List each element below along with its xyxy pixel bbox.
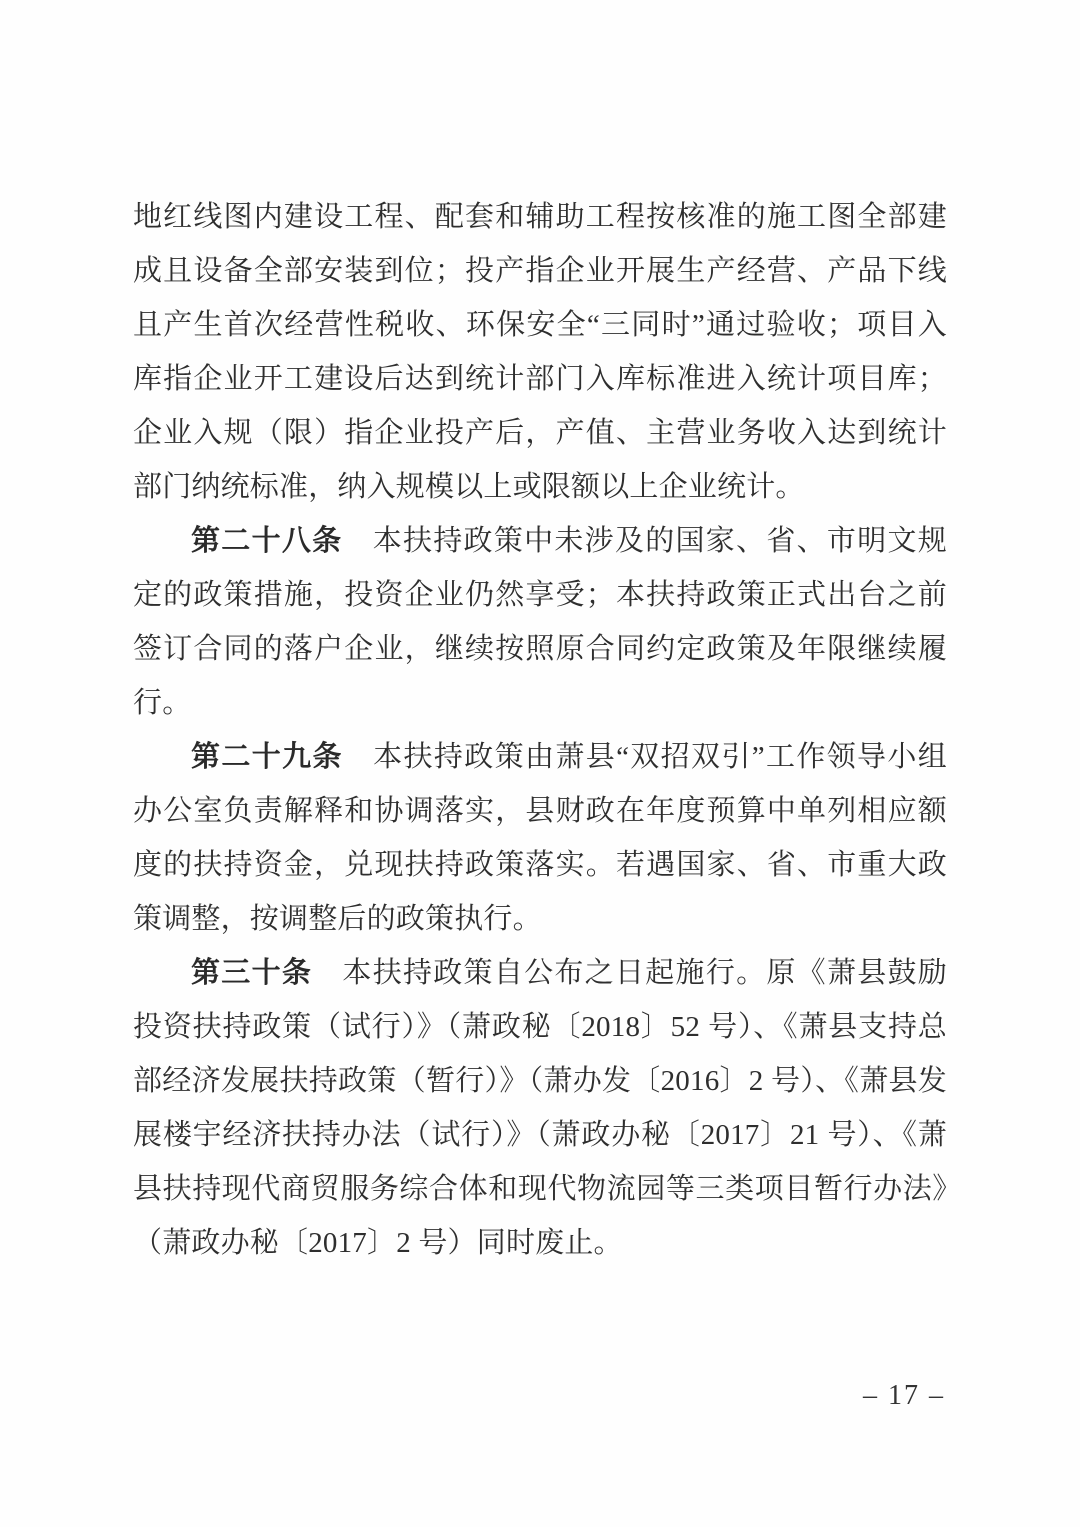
paragraph bbox=[133, 190, 947, 514]
paragraph-text: 地红线图内建设工程、配套和辅助工程按核准的施工图全部建成且设备全部安装到位；投产指企业开展生产经营、产品下线且产生首次经营性税收、环保安全“三同时”通过验收；项目入库指企业开工建设后达到统计部门入库标准进入统计项目库；企业入规（限）指企业投产后，产值、主营业务收入达到统计部门纳统标准，纳入规模以上或限额以上企业统计。 bbox=[133, 201, 947, 503]
paragraph-text: 本扶持政策由萧县“双招双引”工作领导小组办公室负责解释和协调落实，县财政在年度预算中单列相应额度的扶持资金，兑现扶持政策落实。若遇国家、省、市重大政策调整，按调整后的政策执行。 bbox=[133, 741, 947, 935]
paragraph bbox=[133, 514, 947, 730]
paragraph bbox=[133, 946, 947, 1270]
paragraph-text: 本扶持政策中未涉及的国家、省、市明文规定的政策措施，投资企业仍然享受；本扶持政策正式出台之前签订合同的落户企业，继续按照原合同约定政策及年限继续履行。 bbox=[133, 525, 947, 719]
article-number: 第二十九条 bbox=[191, 741, 343, 773]
document-body bbox=[133, 190, 947, 1270]
page-number: – 17 – bbox=[863, 1380, 945, 1411]
article-number: 第二十八条 bbox=[191, 525, 343, 557]
paragraph-text: 本扶持政策自公布之日起施行。原《萧县鼓励投资扶持政策（试行）》（萧政秘〔2018〕52 号）、《萧县支持总部经济发展扶持政策（暂行）》（萧办发〔2016〕2 号）、《萧县发展楼宇经济扶持办法（试行）》（萧政办秘〔2017〕21 号）、《萧县扶持现代商贸服务综合体和现代物流园等三类项目暂行办法》（萧政办秘〔2017〕2 号）同时废止。 bbox=[133, 957, 947, 1259]
paragraph bbox=[133, 730, 947, 946]
article-number: 第三十条 bbox=[191, 957, 313, 989]
